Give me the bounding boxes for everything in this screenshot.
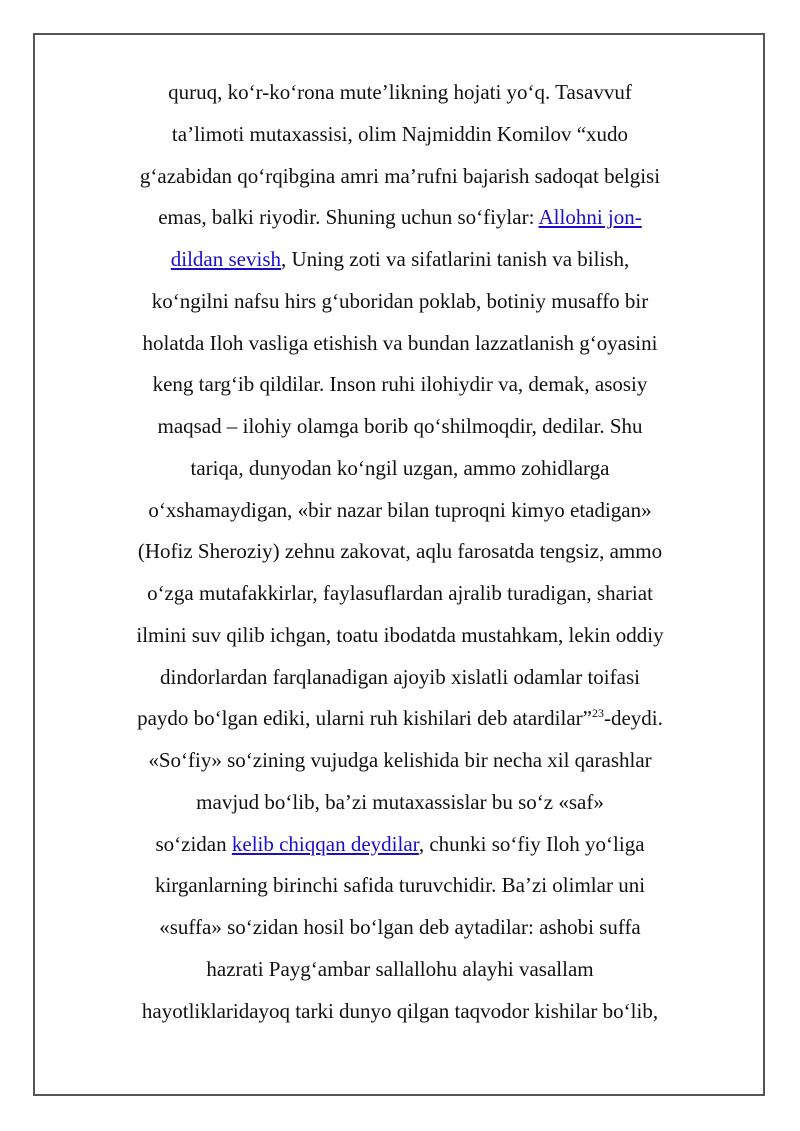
text-line: kirganlarning birinchi safida turuvchidir. Baʼzi olimlar uni [154, 873, 646, 898]
text-line: hazrati Paygʻambar sallallohu alayhi vasallam [206, 956, 594, 981]
text-line [60, 239, 740, 281]
text-line: oʻzga mutafakkirlar, faylasuflardan ajralib turadigan, shariat [147, 581, 653, 605]
text-line: gʻazabidan qoʻrqibgina amri maʼrufni bajarish sadoqat belgisi [139, 163, 661, 188]
text-line: quruq, koʻr-koʻrona muteʼlikning hojati yoʻq. Tasavvuf [168, 80, 632, 104]
text-line: «Soʻfiy» soʻzining vujudga kelishida bir necha xil qarashlar [148, 748, 652, 772]
text-line [60, 824, 740, 866]
text-line: mavjud boʻlib, baʼzi mutaxassislar bu soʻz «saf» [196, 789, 604, 814]
text-segment: soʻzidan [155, 831, 232, 856]
text-line [60, 197, 740, 239]
text-segment: -deydi. [603, 706, 663, 731]
footnote-reference[interactable]: 23 [591, 706, 604, 721]
text-line: tariqa, dunyodan koʻngil uzgan, ammo zohidlarga [190, 455, 610, 480]
text-line: «suffa» soʻzidan hosil boʻlgan deb aytadilar: ashobi suffa [159, 915, 641, 939]
text-line: dindorlardan farqlanadigan ajoyib xislatli odamlar toifasi [160, 664, 640, 689]
text-line [60, 698, 740, 740]
text-segment: paydo boʻlgan ediki, ularni ruh kishilari deb atardilar” [137, 706, 592, 731]
document-body [60, 72, 740, 1032]
hyperlink-dildan-sevish[interactable]: dildan sevish [170, 247, 282, 271]
text-line: koʻngilni nafsu hirs gʻuboridan poklab, botiniy musaffo bir [151, 288, 649, 313]
text-line: hayotliklaridayoq tarki dunyo qilgan taqvodor kishilar boʻlib, [141, 998, 659, 1023]
text-segment: , Uning zoti va sifatlarini tanish va bilish, [281, 247, 630, 271]
hyperlink-kelib-chiqqan[interactable]: kelib chiqqan deydilar [231, 831, 419, 856]
text-segment: , chunki soʻfiy Iloh yoʻliga [418, 831, 645, 856]
text-line: keng targʻib qildilar. Inson ruhi ilohiydir va, demak, asosiy [152, 372, 648, 397]
text-line: maqsad – ilohiy olamga borib qoʻshilmoqdir, dedilar. Shu [157, 414, 643, 438]
text-segment: emas, balki riyodir. Shuning uchun soʻfiylar: [158, 205, 539, 230]
text-line: ilmini suv qilib ichgan, toatu ibodatda mustahkam, lekin oddiy [136, 622, 664, 647]
text-line: oʻxshamaydigan, «bir nazar bilan tuproqni kimyo etadigan» [148, 497, 652, 522]
text-line: taʼlimoti mutaxassisi, olim Najmiddin Komilov “xudo [171, 121, 629, 146]
hyperlink-allohni-jon[interactable]: Allohni jon- [538, 205, 642, 230]
text-line: (Hofiz Sheroziy) zehnu zakovat, aqlu farosatda tengsiz, ammo [137, 539, 663, 564]
text-line: holatda Iloh vasliga etishish va bundan lazzatlanish gʻoyasini [142, 330, 658, 355]
